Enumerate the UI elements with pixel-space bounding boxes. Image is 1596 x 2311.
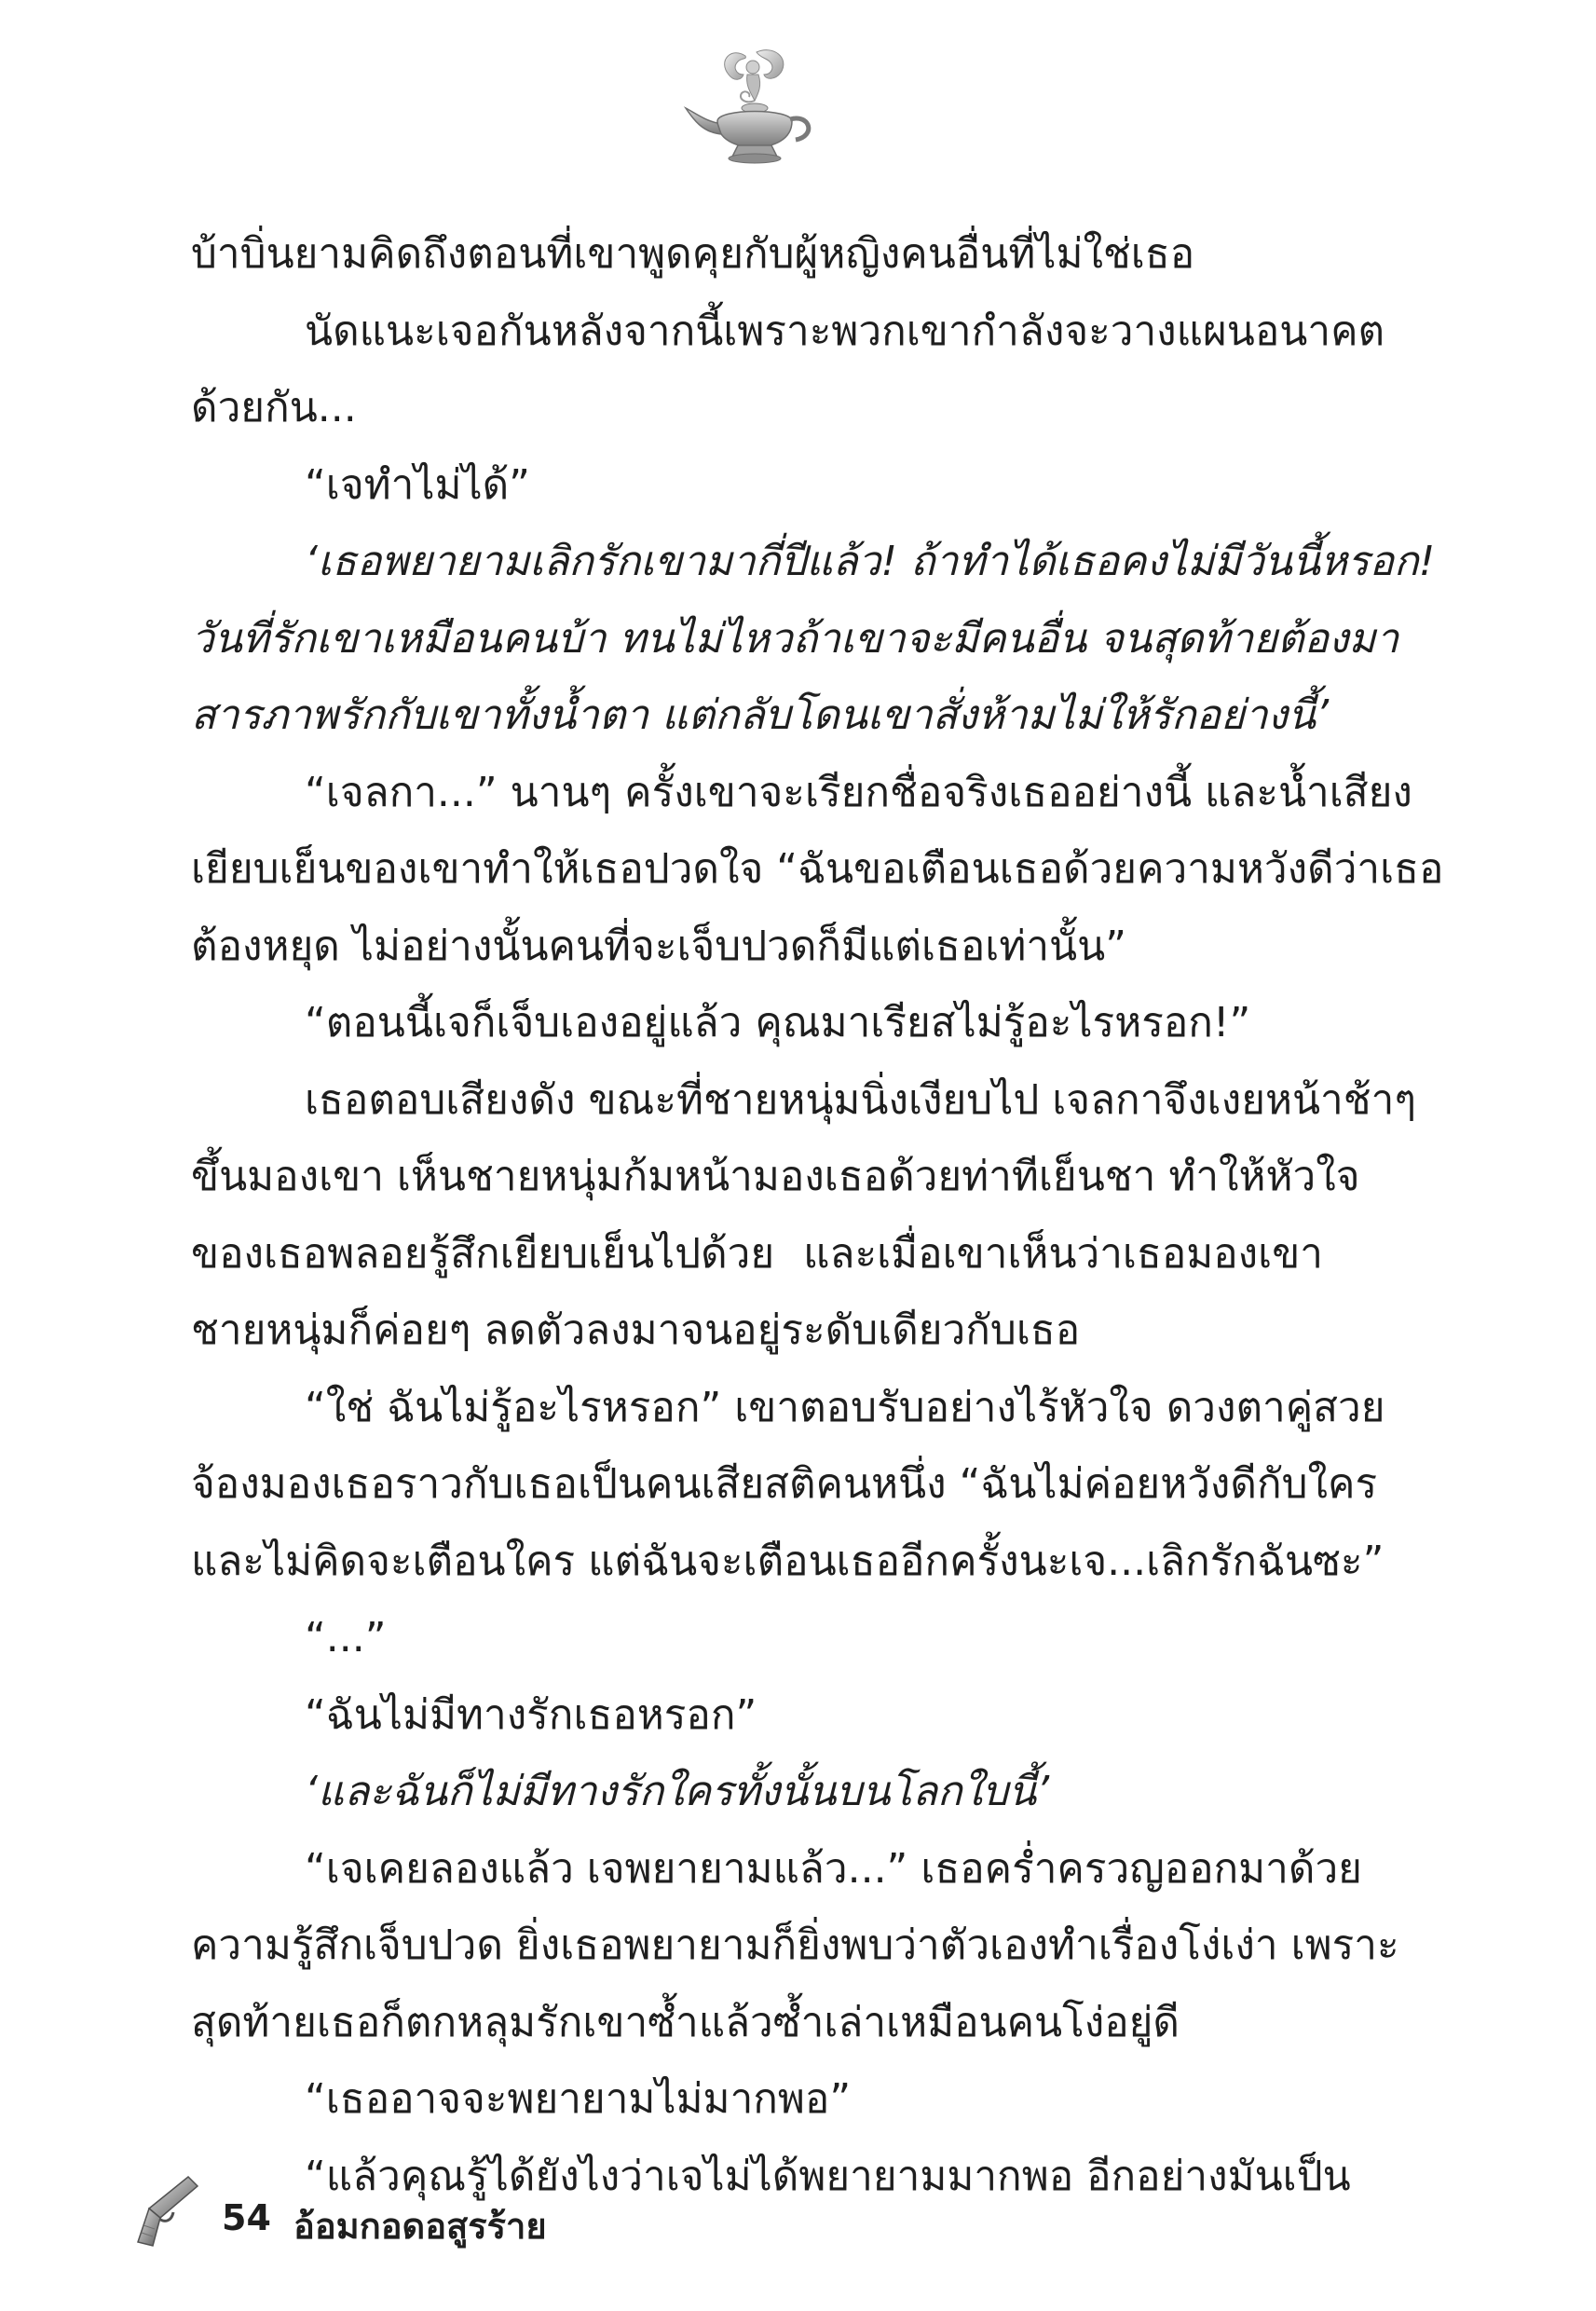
paragraph-line: สารภาพรักกับเขาทั้งน้ำตา แต่กลับโดนเขาสั่งห้ามไม่ให้รักอย่างนี้’ [191, 691, 1330, 739]
paragraph-line: “แล้วคุณรู้ได้ยังไงว่าเจไม่ได้พยายามมากพอ อีกอย่างมันเป็น [305, 2152, 1351, 2200]
paragraph-line: “เจเคยลองแล้ว เจพยายามแล้ว...” เธอคร่ำครวญออกมาด้วย [305, 1844, 1362, 1893]
paragraph-line: ‘เธอพยายามเลิกรักเขามากี่ปีแล้ว! ถ้าทำได้เธอคงไม่มีวันนี้หรอก! [305, 538, 1436, 585]
paragraph-line: “เธออาจจะพยายามไม่มากพอ” [305, 2075, 852, 2123]
paragraph-line: และไม่คิดจะเตือนใคร แต่ฉันจะเตือนเธออีกครั้งนะเจ...เลิกรักฉันซะ” [191, 1537, 1385, 1585]
paragraph-line: เยียบเย็นของเขาทำให้เธอปวดใจ “ฉันขอเตือนเธอด้วยความหวังดีว่าเธอ [191, 845, 1444, 893]
paragraph-line: ความรู้สึกเจ็บปวด ยิ่งเธอพยายามก็ยิ่งพบว่าตัวเองทำเรื่องโง่เง่า เพราะ [191, 1921, 1399, 1969]
paragraph-line: ชายหนุ่มก็ค่อยๆ ลดตัวลงมาจนอยู่ระดับเดียวกับเธอ [191, 1306, 1081, 1354]
body-text [191, 216, 1444, 2215]
paragraph-line: บ้าบิ่นยามคิดถึงตอนที่เขาพูดคุยกับผู้หญิงคนอื่นที่ไม่ใช่เธอ [191, 230, 1195, 278]
paragraph-line: นัดแนะเจอกันหลังจากนี้เพราะพวกเขากำลังจะวางแผนอนาคต [305, 307, 1385, 355]
paragraph-line: “...” [305, 1614, 387, 1661]
paragraph-line: เธอตอบเสียงดัง ขณะที่ชายหนุ่มนิ่งเงียบไป เจลกาจึงเงยหน้าช้าๆ [305, 1075, 1416, 1124]
paragraph-line: ของเธอพลอยรู้สึกเยียบเย็นไปด้วย และเมื่อเขาเห็นว่าเธอมองเขา [191, 1229, 1323, 1278]
paragraph-line: “เจทำไม่ได้” [305, 460, 530, 509]
paragraph-line: ขึ้นมองเขา เห็นชายหนุ่มก้มหน้ามองเธอด้วยท่าทีเย็นชา ทำให้หัวใจ [191, 1153, 1360, 1200]
pistol-icon [130, 2171, 205, 2250]
paragraph-line: วันที่รักเขาเหมือนคนบ้า ทนไม่ไหวถ้าเขาจะมีคนอื่น จนสุดท้ายต้องมา [191, 614, 1399, 663]
lamp-angel-ornament-icon [680, 47, 820, 168]
paragraph-line: “ตอนนี้เจก็เจ็บเองอยู่แล้ว คุณมาเรียสไม่รู้อะไรหรอก!” [305, 999, 1251, 1046]
page-number: 54 [222, 2197, 271, 2238]
paragraph-line: “เจลกา...” นานๆ ครั้งเขาจะเรียกชื่อจริงเธออย่างนี้ และน้ำเสียง [305, 768, 1412, 816]
paragraph-line: “ใช่ ฉันไม่รู้อะไรหรอก” เขาตอบรับอย่างไร้หัวใจ ดวงตาคู่สวย [305, 1383, 1385, 1431]
paragraph-line: สุดท้ายเธอก็ตกหลุมรักเขาซ้ำแล้วซ้ำเล่าเหมือนคนโง่อยู่ดี [191, 1998, 1180, 2046]
paragraph-line: จ้องมองเธอราวกับเธอเป็นคนเสียสติคนหนึ่ง “ฉันไม่ค่อยหวังดีกับใคร [191, 1460, 1378, 1508]
paragraph-line: ‘และฉันก็ไม่มีทางรักใครทั้งนั้นบนโลกใบนี้’ [305, 1768, 1050, 1815]
paragraph-line: ต้องหยุด ไม่อย่างนั้นคนที่จะเจ็บปวดก็มีแต่เธอเท่านั้น” [191, 922, 1127, 970]
paragraph-line: “ฉันไม่มีทางรักเธอหรอก” [305, 1690, 757, 1739]
page-footer [130, 2171, 876, 2255]
paragraph-line: ด้วยกัน... [191, 384, 357, 431]
book-title: อ้อมกอดอสูรร้าย [293, 2206, 547, 2247]
